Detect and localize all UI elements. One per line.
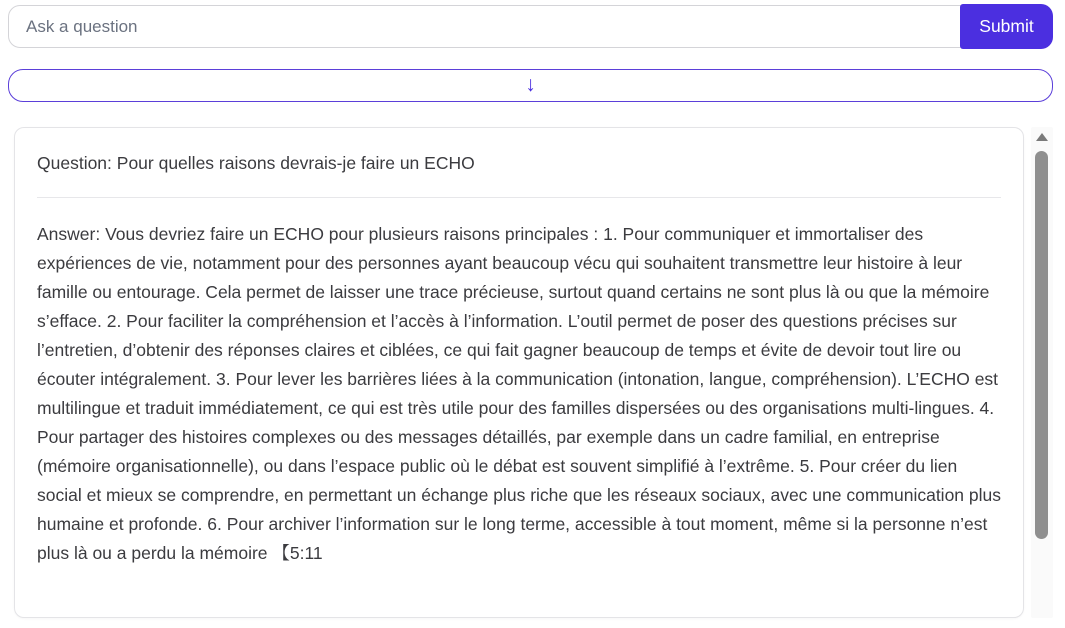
qa-card [14,127,1024,618]
down-arrow-icon: ↓ [525,73,536,96]
scroll-up-icon [1036,133,1048,141]
ask-bar [8,4,1053,49]
scrollbar-thumb[interactable] [1035,151,1048,539]
scrollbar[interactable] [1031,127,1053,618]
scrollbar-up-button[interactable] [1031,129,1053,145]
question-text: Question: Pour quelles raisons devrais-je faire un ECHO [37,153,475,173]
scroll-down-button[interactable] [8,69,1053,102]
qa-divider [37,197,1001,198]
ask-question-input[interactable] [8,5,1053,48]
answer-text: Answer: Vous devriez faire un ECHO pour plusieurs raisons principales : 1. Pour communiquer et immortaliser des expériences de vie, notamment pour des personnes ayant beaucoup vécu qui souhaitent transmettre leur histoire à leur famille ou entourage. Cela permet de laisser une trace précieuse, surtout quand certains ne sont plus là ou que la mémoire s’efface. 2. Pour faciliter la compréhension et l’accès à l’information. L’outil permet de poser des questions précises sur l’entretien, d’obtenir des réponses claires et ciblées, ce qui fait gagner beaucoup de temps et évite de devoir tout lire ou écouter intégralement. 3. Pour lever les barrières liées à la communication (intonation, langue, compréhension). L’ECHO est multilingue et traduit immédiatement, ce qui est très utile pour des familles dispersées ou des organisations multi-lingues. 4. Pour partager des histoires complexes ou des messages détaillés, par exemple dans un cadre familial, en entreprise (mémoire organisationnelle), ou dans l’espace public où le débat est souvent simplifié à l’extrême. 5. Pour créer du lien social et mieux se comprendre, en permettant un échange plus riche que les réseaux sociaux, avec une communication plus humaine et profonde. 6. Pour archiver l’information sur le long terme, accessible à tout moment, même si la personne n’est plus là ou a perdu la mémoire 【5:11 [37,223,1002,563]
submit-button[interactable]: Submit [960,4,1053,49]
